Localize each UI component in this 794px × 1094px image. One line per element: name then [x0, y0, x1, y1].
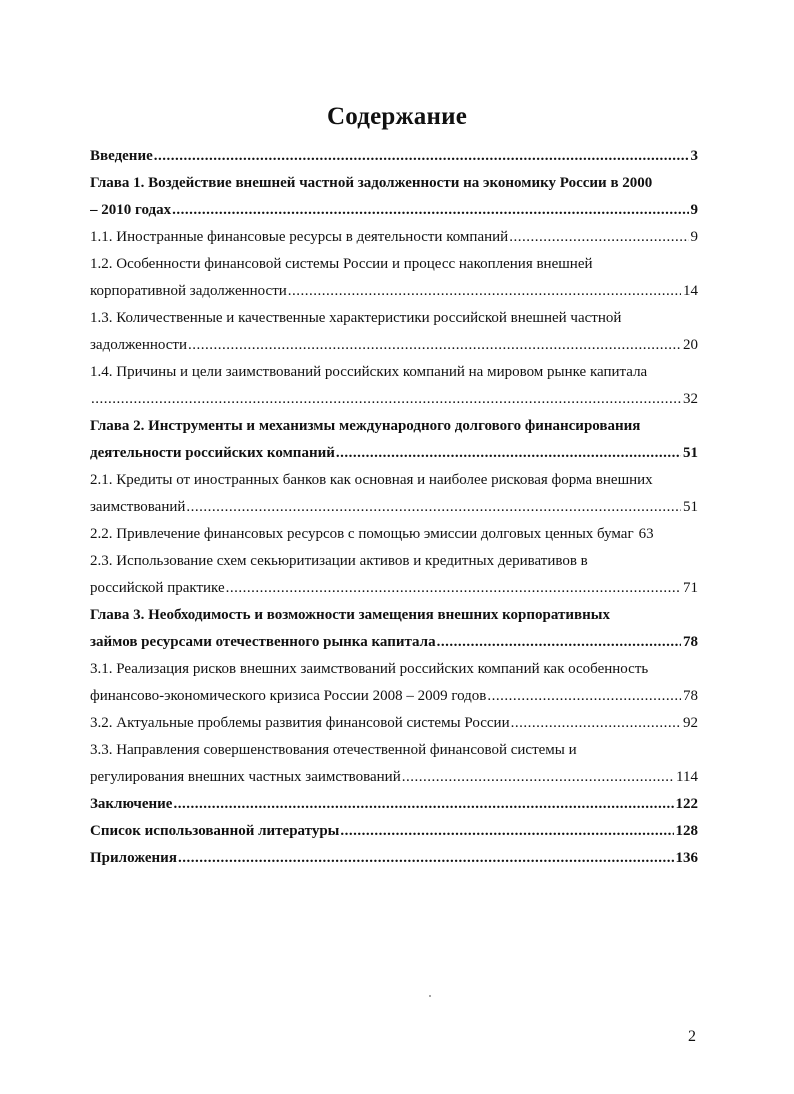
- toc-entry-section-3-1[interactable]: [90, 683, 698, 710]
- dot-leader: [186, 494, 681, 521]
- toc-entry-label: 2.2. Привлечение финансовых ресурсов с помощью эмиссии долговых ценных бумаг: [90, 526, 634, 542]
- toc-entry-page: 20: [683, 337, 698, 353]
- toc-entry-section-2-1[interactable]: [90, 494, 698, 521]
- dot-leader: [178, 845, 674, 872]
- toc-entry-label: Список использованной литературы: [90, 823, 340, 839]
- toc-entry-section-2-2[interactable]: [90, 521, 698, 548]
- toc-entry-chapter-3-line1[interactable]: Глава 3. Необходимость и возможности замещения внешних корпоративных: [90, 607, 610, 623]
- toc-entry-section-1-4[interactable]: [90, 386, 698, 413]
- dot-leader: [188, 332, 681, 359]
- toc-entry-section-1-2-line1[interactable]: 1.2. Особенности финансовой системы России и процесс накопления внешней: [90, 256, 593, 272]
- page-number: 2: [688, 1028, 696, 1045]
- toc-entry-introduction[interactable]: [90, 143, 698, 170]
- toc-entry-label: задолженности: [90, 337, 187, 353]
- toc-entry-section-2-3[interactable]: [90, 575, 698, 602]
- scan-speck: [429, 995, 431, 997]
- dot-leader: [226, 575, 681, 602]
- page-title: Содержание: [326, 103, 467, 130]
- toc-entry-chapter-1-line1[interactable]: Глава 1. Воздействие внешней частной задолженности на экономику России в 2000: [90, 175, 653, 191]
- toc-entry-label: корпоративной задолженности: [90, 283, 287, 299]
- toc-entry-section-1-3[interactable]: [90, 332, 698, 359]
- toc-entry-label: 1.1. Иностранные финансовые ресурсы в деятельности компаний: [90, 229, 509, 245]
- toc-entry-references[interactable]: [90, 818, 698, 845]
- dot-leader: [402, 764, 674, 791]
- toc-entry-section-1-2[interactable]: [90, 278, 698, 305]
- toc-entry-label: деятельности российских компаний: [90, 445, 335, 461]
- toc-entry-chapter-2[interactable]: [90, 440, 698, 467]
- toc-entry-page: 3: [690, 148, 698, 164]
- toc-entry-label: заимствований: [90, 499, 186, 515]
- toc-entry-section-3-2[interactable]: [90, 710, 698, 737]
- dot-leader: [288, 278, 681, 305]
- toc-entry-page: 51: [683, 445, 698, 461]
- table-of-contents: [90, 143, 698, 872]
- toc-entry-page: 71: [683, 580, 698, 596]
- toc-entry-section-3-3-line1[interactable]: 3.3. Направления совершенствования отечественной финансовой системы и: [90, 742, 577, 758]
- dot-leader: [172, 197, 688, 224]
- toc-entry-chapter-1[interactable]: [90, 197, 698, 224]
- dot-leader: [437, 629, 681, 656]
- toc-entry-page: 51: [683, 499, 698, 515]
- toc-entry-chapter-3[interactable]: [90, 629, 698, 656]
- toc-entry-section-2-1-line1[interactable]: 2.1. Кредиты от иностранных банков как основная и наиболее рисковая форма внешних: [90, 472, 653, 488]
- dot-leader: [91, 386, 681, 413]
- toc-entry-label: – 2010 годах: [90, 202, 172, 218]
- toc-entry-label: Заключение: [90, 796, 173, 812]
- toc-entry-section-2-3-line1[interactable]: 2.3. Использование схем секьюритизации активов и кредитных деривативов в: [90, 553, 588, 569]
- toc-entry-conclusion[interactable]: [90, 791, 698, 818]
- toc-entry-page: 14: [683, 283, 698, 299]
- toc-entry-page: 63: [638, 526, 654, 542]
- toc-entry-appendix[interactable]: [90, 845, 698, 872]
- toc-entry-page: 114: [676, 769, 698, 785]
- toc-entry-section-3-3[interactable]: [90, 764, 698, 791]
- dot-leader: [487, 683, 681, 710]
- toc-entry-label: регулирования внешних частных заимствований: [90, 769, 401, 785]
- toc-entry-label: займов ресурсами отечественного рынка капитала: [90, 634, 436, 650]
- toc-entry-page: 122: [675, 796, 698, 812]
- toc-entry-section-3-1-line1[interactable]: 3.1. Реализация рисков внешних заимствований российских компаний как особенность: [90, 661, 649, 677]
- dot-leader: [340, 818, 673, 845]
- toc-entry-label: Введение: [90, 148, 153, 164]
- dot-leader: [509, 224, 688, 251]
- toc-entry-section-1-3-line1[interactable]: 1.3. Количественные и качественные характеристики российской внешней частной: [90, 310, 622, 326]
- dot-leader: [511, 710, 681, 737]
- toc-entry-section-1-1[interactable]: [90, 224, 698, 251]
- toc-entry-label: финансово-экономического кризиса России 2008 – 2009 годов: [90, 688, 487, 704]
- toc-entry-page: 32: [683, 391, 698, 407]
- dot-leader: [336, 440, 681, 467]
- toc-entry-page: 128: [675, 823, 698, 839]
- toc-entry-label: 3.2. Актуальные проблемы развития финансовой системы России: [90, 715, 510, 731]
- toc-entry-page: 9: [690, 202, 698, 218]
- toc-entry-page: 78: [683, 634, 698, 650]
- toc-entry-page: 92: [683, 715, 698, 731]
- dot-leader: [173, 791, 673, 818]
- toc-entry-page: 136: [675, 850, 698, 866]
- toc-entry-label: российской практике: [90, 580, 225, 596]
- dot-leader: [154, 143, 689, 170]
- toc-entry-page: 9: [690, 229, 698, 245]
- toc-entry-label: Приложения: [90, 850, 177, 866]
- toc-entry-page: 78: [683, 688, 698, 704]
- toc-entry-chapter-2-line1[interactable]: Глава 2. Инструменты и механизмы международного долгового финансирования: [90, 418, 641, 434]
- toc-entry-section-1-4-line1[interactable]: 1.4. Причины и цели заимствований российских компаний на мировом рынке капитала: [90, 364, 648, 380]
